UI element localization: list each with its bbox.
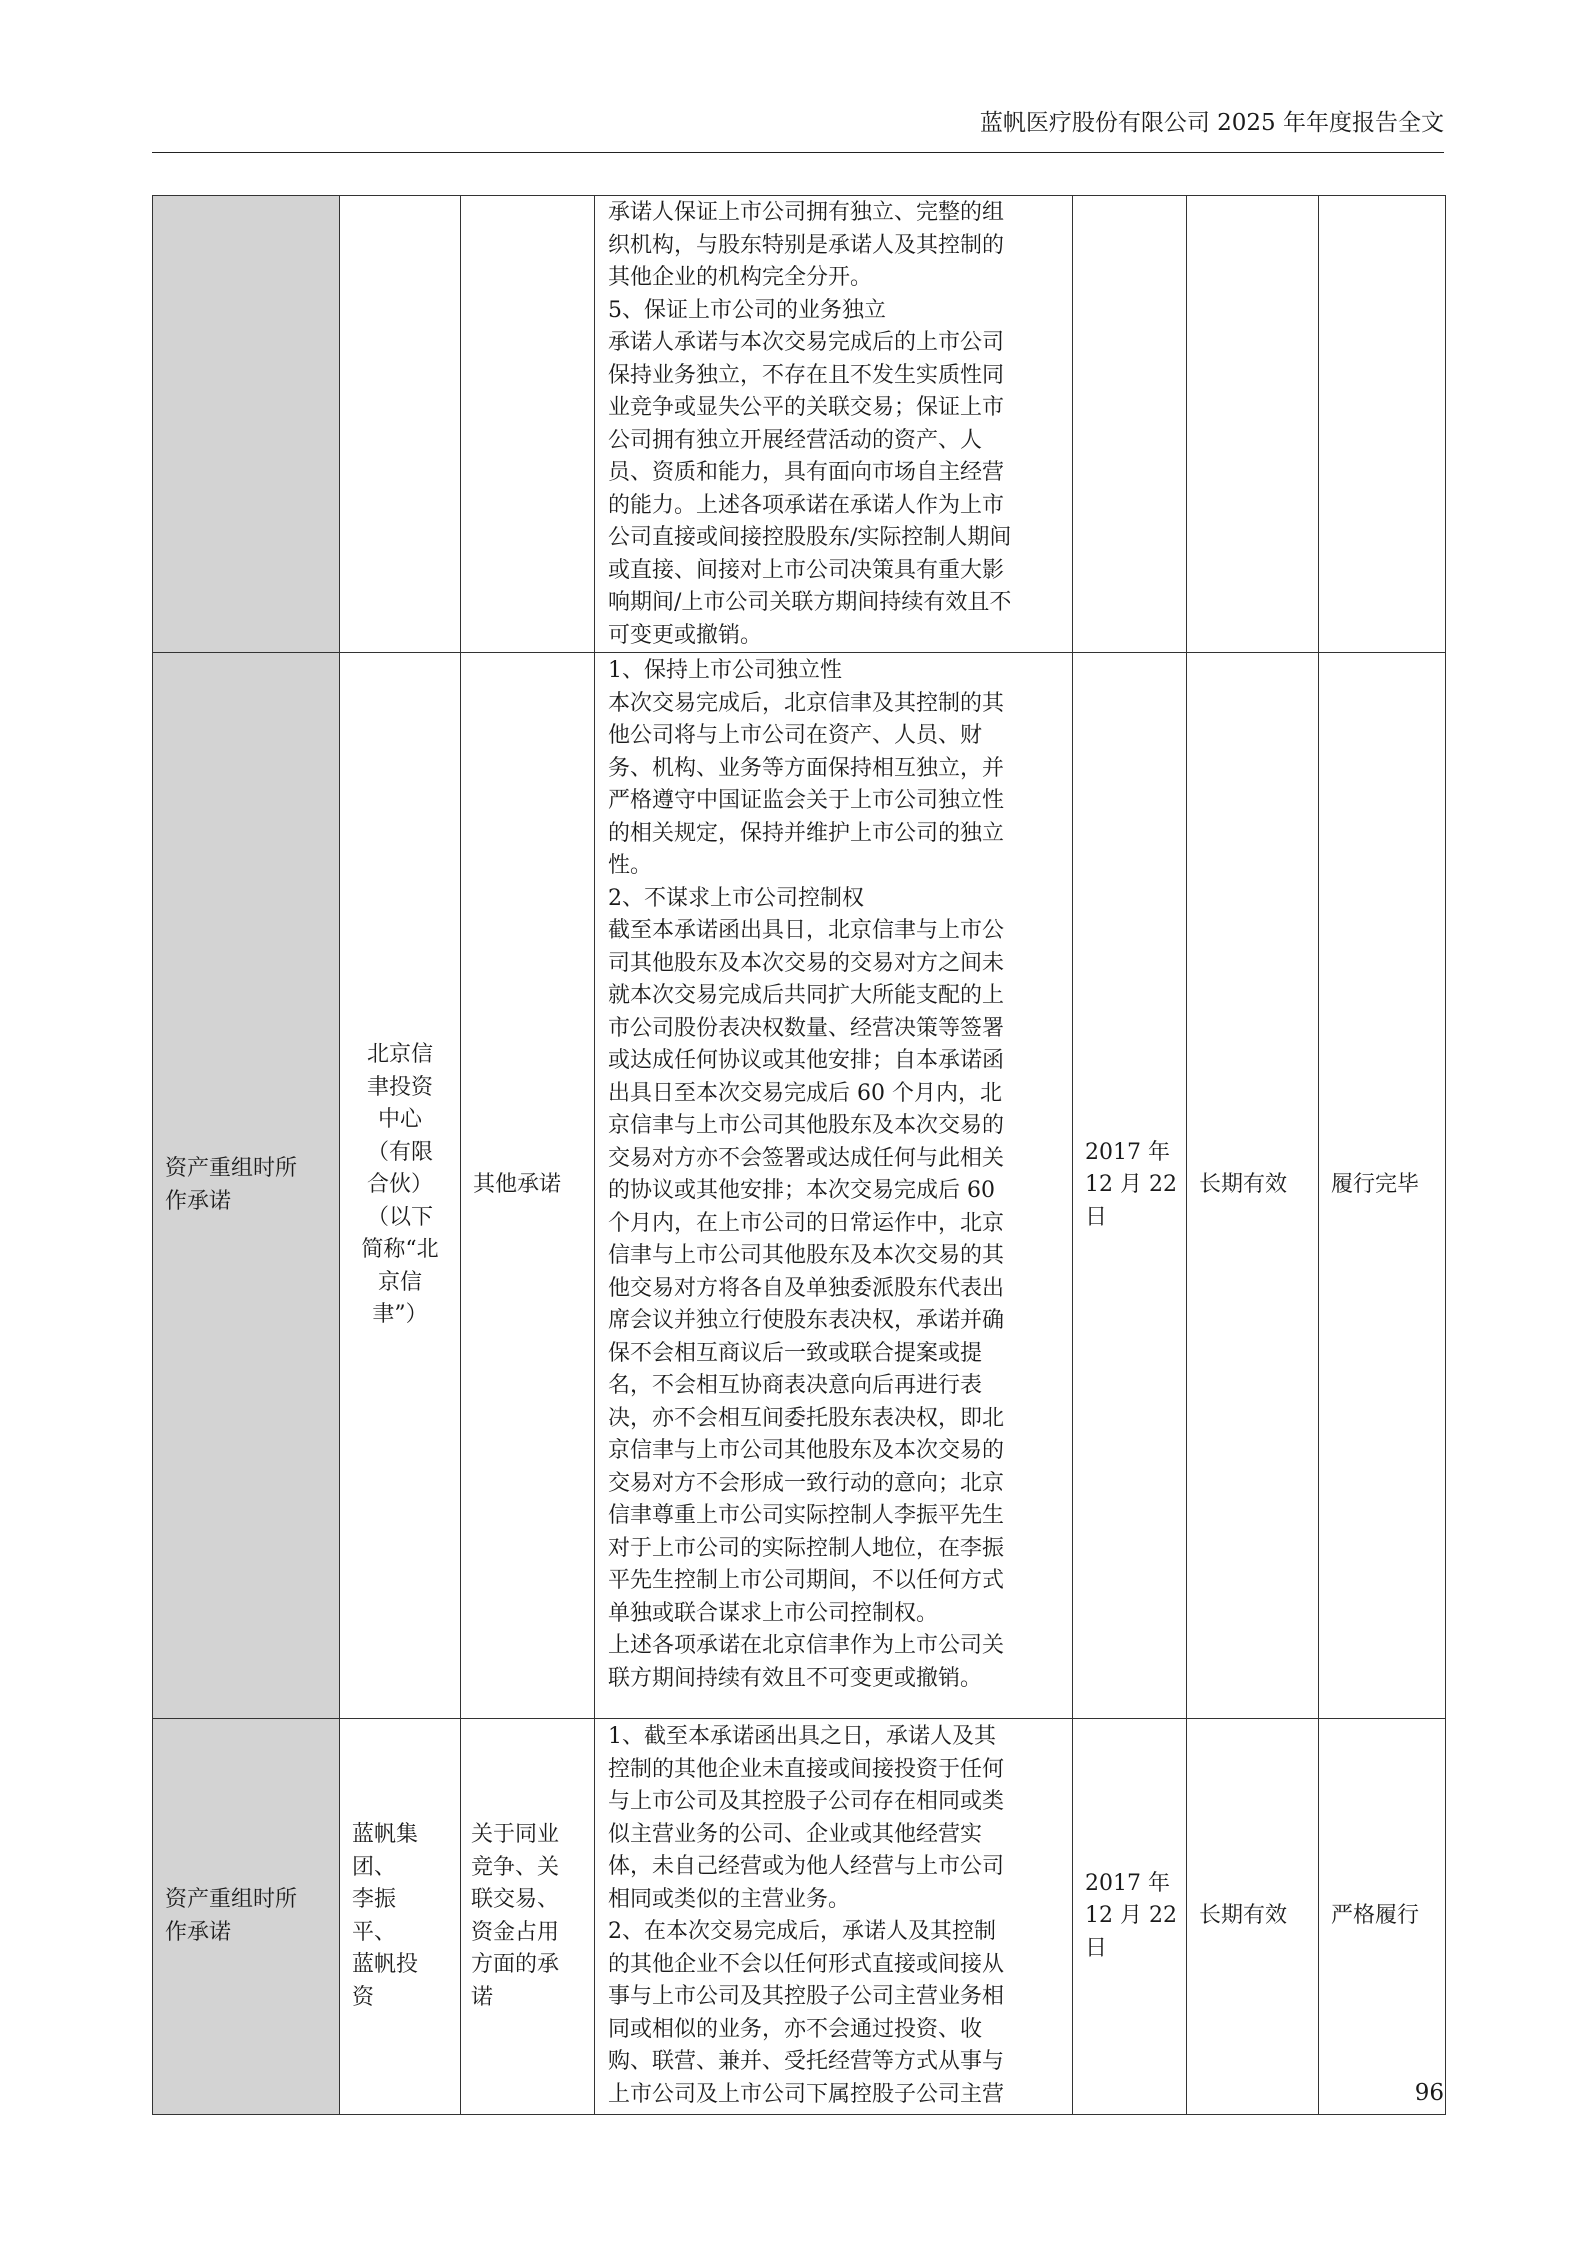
commitment-term-cell [1187, 196, 1319, 653]
cell-text-line: 2017 年 [1085, 1139, 1170, 1165]
cell-text-line: 资产重组时所 [165, 1156, 298, 1181]
cell-text-line: 的其他企业不会以任何形式直接或间接从 [608, 1951, 1005, 1977]
cell-text-line: 购、联营、兼并、受托经营等方式从事与 [608, 2049, 1005, 2074]
cell-text-line: 1、保持上市公司独立性 [608, 658, 842, 683]
cell-text-line: 的协议或其他安排；本次交易完成后 60 [608, 1178, 995, 1203]
commitment-party-cell [340, 653, 461, 1719]
cell-text-line: 就本次交易完成后共同扩大所能支配的上 [608, 983, 1005, 1008]
cell-text-line: 业竞争或显失公平的关联交易；保证上市 [608, 395, 1005, 420]
cell-text-line: 方面的承 [471, 1952, 560, 1977]
cell-text-line: 长期有效 [1199, 1172, 1288, 1198]
cell-text-line: 响期间/上市公司关联方期间持续有效且不 [608, 590, 1012, 615]
cell-text-line: 聿”） [372, 1302, 428, 1328]
cell-text-line: 名，不会相互协商表决意向后再进行表 [608, 1373, 983, 1398]
cell-text-line: （有限 [366, 1139, 433, 1165]
cell-text-line: 资产重组时所 [165, 1887, 298, 1912]
cell-text-line: 联交易、 [471, 1887, 560, 1912]
cell-text-line: 的相关规定，保持并维护上市公司的独立 [608, 820, 1005, 846]
cell-text-line: 决，亦不会相互间委托股东表决权，即北 [608, 1405, 1005, 1431]
cell-text-line: 交易对方不会形成一致行动的意向；北京 [608, 1470, 1005, 1496]
page-number: 96 [1414, 2080, 1444, 2106]
cell-text-line: 其他企业的机构完全分开。 [608, 265, 873, 290]
cell-text-line: 平、 [352, 1919, 397, 1945]
cell-text-line: 蓝帆投 [352, 1952, 419, 1977]
commitment-status-cell [1319, 196, 1446, 653]
cell-text-line: 可变更或撤销。 [608, 622, 763, 648]
table-row [153, 196, 1446, 653]
commitment-status-cell [1319, 1719, 1446, 2115]
cell-text-line: 日 [1085, 1204, 1108, 1230]
cell-text-line: 12 月 22 [1085, 1903, 1177, 1929]
cell-text-line: 作承诺 [165, 1188, 232, 1214]
cell-text-line: 5、保证上市公司的业务独立 [608, 297, 886, 323]
cell-text-line: 团、 [352, 1854, 397, 1880]
cell-text-line: 北京信 [366, 1042, 433, 1068]
cell-text-line: 保持业务独立，不存在且不发生实质性同 [608, 362, 1005, 388]
cell-text-line: （以下 [366, 1204, 433, 1230]
commitment-date-cell [1073, 196, 1187, 653]
cell-text-line: 控制的其他企业未直接或间接投资于任何 [608, 1756, 1005, 1782]
cell-text-line: 似主营业务的公司、企业或其他经营实 [608, 1821, 983, 1847]
cell-text-line: 或直接、间接对上市公司决策具有重大影 [608, 557, 1005, 583]
cell-text-line: 京信聿与上市公司其他股东及本次交易的 [608, 1438, 1005, 1463]
cell-text-line: 同或相似的业务，亦不会通过投资、收 [608, 2016, 983, 2042]
commitment-date-cell [1073, 653, 1187, 1719]
commitment-term-cell [1187, 653, 1319, 1719]
cell-text-line: 个月内，在上市公司的日常运作中，北京 [608, 1210, 1005, 1236]
table-row [153, 653, 1446, 1719]
cell-text-line: 他公司将与上市公司在资产、人员、财 [608, 723, 983, 748]
commitment-content-cell [595, 1719, 1073, 2115]
commitment-type-cell [153, 196, 340, 653]
cell-text-line: 上市公司及上市公司下属控股子公司主营 [608, 2081, 1005, 2107]
cell-text-line: 关于同业 [471, 1822, 560, 1847]
cell-text-line: 承诺人承诺与本次交易完成后的上市公司 [608, 330, 1005, 355]
cell-text-line: 李振 [352, 1887, 397, 1912]
cell-text-line: 性。 [608, 853, 653, 878]
cell-text-line: 出具日至本次交易完成后 60 个月内，北 [608, 1080, 1002, 1106]
cell-text-line: 相同或类似的主营业务。 [608, 1886, 851, 1912]
cell-text-line: 事与上市公司及其控股子公司主营业务相 [608, 1984, 1005, 2009]
cell-text-line: 承诺人保证上市公司拥有独立、完整的组 [608, 200, 1005, 225]
cell-text-line: 诺 [471, 1984, 494, 2010]
cell-text-line: 日 [1085, 1935, 1108, 1961]
cell-text-line: 市公司股份表决权数量、经营决策等签署 [608, 1015, 1005, 1041]
commitment-party-cell [340, 196, 461, 653]
cell-text-line: 1、截至本承诺函出具之日，承诺人及其 [608, 1724, 996, 1749]
cell-text-line: 京信 [377, 1269, 422, 1295]
header-divider [152, 152, 1444, 153]
cell-text-line: 保不会相互商议后一致或联合提案或提 [608, 1340, 983, 1366]
cell-text-line: 他交易对方将各自及单独委派股东代表出 [608, 1275, 1005, 1301]
cell-text-line: 联方期间持续有效且不可变更或撤销。 [608, 1665, 983, 1691]
commitment-content-cell [595, 653, 1073, 1719]
commitment-status-cell [1319, 653, 1446, 1719]
cell-text-line: 平先生控制上市公司期间，不以任何方式 [608, 1568, 1005, 1593]
cell-text-line: 与上市公司及其控股子公司存在相同或类 [608, 1789, 1005, 1814]
cell-text-line: 的能力。上述各项承诺在承诺人作为上市 [608, 492, 1005, 518]
cell-text-line: 上述各项承诺在北京信聿作为上市公司关 [608, 1633, 1005, 1658]
cell-text-line: 严格遵守中国证监会关于上市公司独立性 [608, 788, 1005, 813]
commitments-table [152, 195, 1446, 2115]
cell-text-line: 简称“北 [361, 1237, 439, 1263]
cell-text-line: 本次交易完成后，北京信聿及其控制的其 [608, 690, 1005, 716]
cell-text-line: 资 [352, 1984, 375, 2010]
cell-text-line: 蓝帆集 [352, 1822, 419, 1847]
cell-text-line: 2017 年 [1085, 1870, 1170, 1896]
cell-text-line: 2、在本次交易完成后，承诺人及其控制 [608, 1919, 996, 1944]
commitment-content-cell [595, 196, 1073, 653]
cell-text-line: 信聿与上市公司其他股东及本次交易的其 [608, 1243, 1005, 1268]
cell-text-line: 对于上市公司的实际控制人地位，在李振 [608, 1535, 1005, 1561]
commitment-category-cell [461, 1719, 595, 2115]
report-header-title: 蓝帆医疗股份有限公司 2025 年年度报告全文 [979, 110, 1444, 136]
commitment-term-cell [1187, 1719, 1319, 2115]
commitment-party-cell [340, 1719, 461, 2115]
cell-text-line: 中心 [377, 1107, 422, 1133]
cell-text-line: 员、资质和能力，具有面向市场自主经营 [608, 460, 1005, 485]
cell-text-line: 司其他股东及本次交易的交易对方之间未 [608, 950, 1005, 976]
cell-text-line: 信聿尊重上市公司实际控制人李振平先生 [608, 1503, 1005, 1528]
cell-text-line: 公司拥有独立开展经营活动的资产、人 [608, 427, 983, 453]
commitment-category-cell [461, 653, 595, 1719]
cell-text-line: 聿投资 [366, 1074, 433, 1100]
cell-text-line: 12 月 22 [1085, 1172, 1177, 1198]
commitment-category-cell [461, 196, 595, 653]
cell-text-line: 合伙） [366, 1172, 433, 1198]
cell-text-line: 体，未自己经营或为他人经营与上市公司 [608, 1854, 1005, 1879]
commitment-type-cell [153, 653, 340, 1719]
cell-text-line: 履行完毕 [1331, 1172, 1420, 1198]
cell-text-line: 或达成任何协议或其他安排；自本承诺函 [608, 1048, 1005, 1073]
cell-text-line: 单独或联合谋求上市公司控制权。 [608, 1600, 939, 1626]
cell-text-line: 京信聿与上市公司其他股东及本次交易的 [608, 1113, 1005, 1138]
table-row [153, 1719, 1446, 2115]
cell-text-line: 织机构，与股东特别是承诺人及其控制的 [608, 232, 1005, 258]
cell-text-line: 务、机构、业务等方面保持相互独立，并 [608, 755, 1005, 781]
cell-text-line: 公司直接或间接控股股东/实际控制人期间 [608, 525, 1012, 550]
cell-text-line: 严格履行 [1331, 1903, 1420, 1929]
commitment-type-cell [153, 1719, 340, 2115]
cell-text-line: 其他承诺 [473, 1172, 562, 1198]
cell-text-line: 2、不谋求上市公司控制权 [608, 885, 864, 911]
cell-text-line: 竞争、关 [471, 1854, 560, 1880]
cell-text-line: 资金占用 [471, 1919, 560, 1945]
cell-text-line: 长期有效 [1199, 1903, 1288, 1929]
cell-text-line: 截至本承诺函出具日，北京信聿与上市公 [608, 918, 1005, 943]
cell-text-line: 交易对方亦不会签署或达成任何与此相关 [608, 1145, 1005, 1171]
cell-text-line: 作承诺 [165, 1919, 232, 1945]
cell-text-line: 席会议并独立行使股东表决权，承诺并确 [608, 1308, 1005, 1333]
commitment-date-cell [1073, 1719, 1187, 2115]
